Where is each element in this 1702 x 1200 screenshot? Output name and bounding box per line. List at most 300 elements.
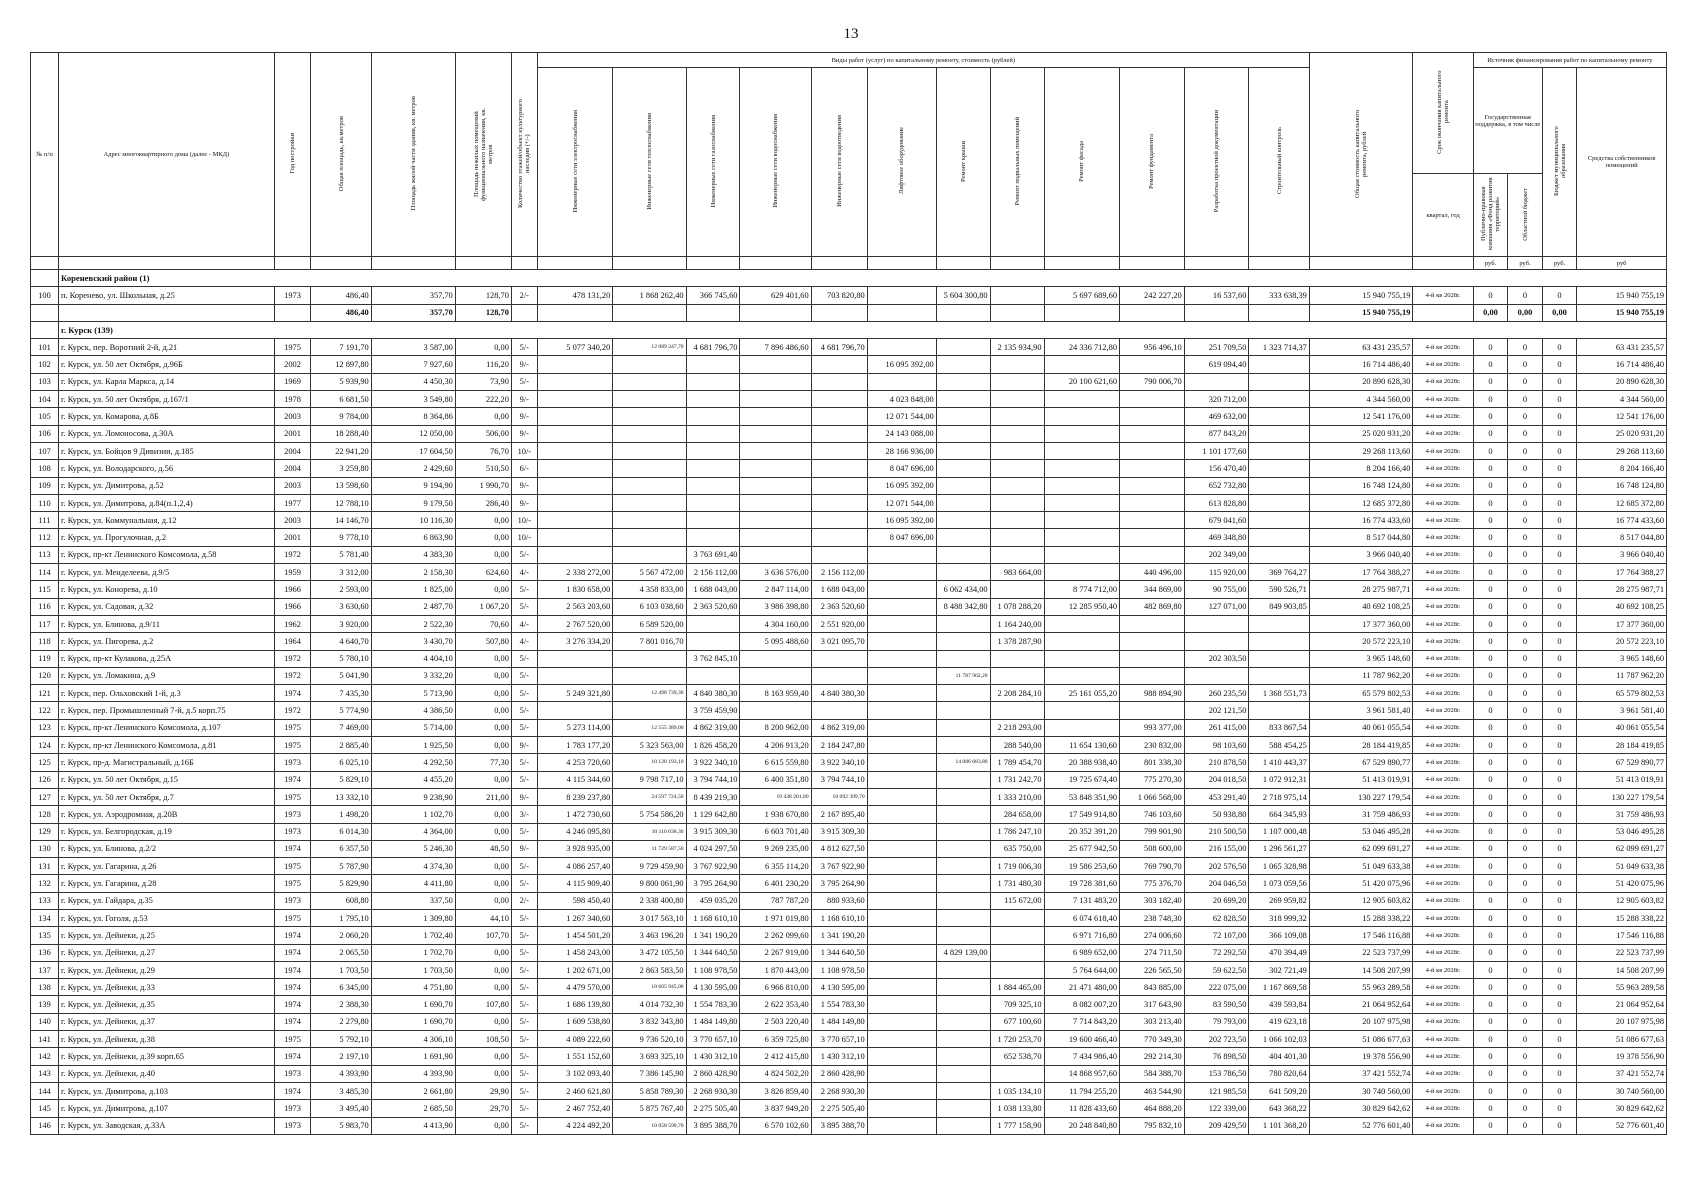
cell-f1: 0 [1473, 996, 1508, 1013]
cell-year: 1975 [274, 788, 311, 805]
cell-sewer: 1 344 640,50 [811, 944, 867, 961]
cell-own: 65 579 802,53 [1577, 685, 1667, 702]
cell-f3: 0 [1542, 633, 1577, 650]
cell-water [740, 650, 811, 667]
table-row [31, 719, 1667, 736]
cell-gas [686, 494, 740, 511]
cell-f2: 0 [1508, 287, 1543, 304]
cell-lift [867, 719, 936, 736]
cell-f3: 0 [1542, 477, 1577, 494]
cell-term: 4-й кв 2028г. [1413, 391, 1473, 408]
cell-total: 5 792,10 [311, 1031, 371, 1048]
cell-n: 141 [31, 1031, 59, 1048]
cell-f1: 0 [1473, 615, 1508, 632]
cell-water: 3 986 398,80 [740, 598, 811, 615]
cell-f2: 0 [1508, 1031, 1543, 1048]
cell-design: 127 071,00 [1184, 598, 1249, 615]
cell-design: 72 292,50 [1184, 944, 1249, 961]
cell-year: 1972 [274, 702, 311, 719]
cell-floors: 5/- [511, 927, 537, 944]
cell-total: 608,80 [311, 892, 371, 909]
cell-floors: 5/- [511, 996, 537, 1013]
cell-nonres: 286,40 [455, 494, 511, 511]
cell-water: 8 163 959,40 [740, 685, 811, 702]
cell-lift: 12 071 544,00 [867, 408, 936, 425]
cell-facade: 7 131 483,20 [1044, 892, 1119, 909]
cell-n: 112 [31, 529, 59, 546]
cell-own: 20 572 223,10 [1577, 633, 1667, 650]
cell-cost: 67 529 890,77 [1309, 754, 1413, 771]
cell-base: 1 038 133,80 [990, 1100, 1044, 1117]
cell-water: 6 615 559,80 [740, 754, 811, 771]
cell-base [990, 1065, 1044, 1082]
cell-el: 4 115 909,40 [537, 875, 612, 892]
col-deadline: Срок окончания капитального ремонта [1436, 70, 1451, 154]
w-water: Инженерные сети водоснабжения [772, 114, 780, 208]
cell-own: 16 774 433,60 [1577, 512, 1667, 529]
cell-f3: 0 [1542, 823, 1577, 840]
cell-total: 2 388,30 [311, 996, 371, 1013]
cell-addr: г. Курск, ул. Бойцов 9 Дивизии, д.185 [59, 442, 275, 459]
cell-year: 1974 [274, 771, 311, 788]
cell-floors: 10/- [511, 529, 537, 546]
cell-facade: 20 100 621,60 [1044, 373, 1119, 390]
cell-n: 111 [31, 512, 59, 529]
cell-lift [867, 927, 936, 944]
cell-roof [936, 1031, 990, 1048]
cell-lift: 28 166 936,00 [867, 442, 936, 459]
cell-f1: 0 [1473, 806, 1508, 823]
cell-found: 508 600,00 [1120, 840, 1185, 857]
cell-year: 1974 [274, 944, 311, 961]
cell-floors: 5/- [511, 667, 537, 684]
cell-facade [1044, 391, 1119, 408]
table-row [31, 546, 1667, 563]
cell-roof [936, 927, 990, 944]
cell-f3: 0 [1542, 685, 1577, 702]
cell-n: 136 [31, 944, 59, 961]
cell-gas: 4 681 796,70 [686, 339, 740, 356]
cell-floors: 10/- [511, 512, 537, 529]
subtotal-row [31, 304, 1667, 321]
cell-year: 1973 [274, 1117, 311, 1134]
table-row [31, 737, 1667, 754]
cell-nonres: 624,60 [455, 564, 511, 581]
cell-total: 1 498,20 [311, 806, 371, 823]
cell-roof [936, 1048, 990, 1065]
cell-addr: г. Курск, пер. Воротний 2-й, д.21 [59, 339, 275, 356]
cell-nonres: 0,00 [455, 892, 511, 909]
cell-f1: 0 [1473, 702, 1508, 719]
cell-found [1120, 546, 1185, 563]
cell-ctrl: 1 065 328,98 [1249, 858, 1309, 875]
s-municipal: Бюджет муниципального образования [1552, 126, 1567, 196]
cell-design: 62 828,50 [1184, 909, 1249, 926]
cell-living: 357,70 [371, 287, 455, 304]
cell-cost: 16 748 124,80 [1309, 477, 1413, 494]
cell-facade [1044, 702, 1119, 719]
cell-term: 4-й кв 2028г. [1413, 875, 1473, 892]
cell-total: 18 288,40 [311, 425, 371, 442]
cell-living: 4 292,50 [371, 754, 455, 771]
cell-addr: г. Курск, ул. Комарова, д.8Б [59, 408, 275, 425]
cell-heat: 12 089 247,70 [613, 339, 686, 356]
cell-f2: 0 [1508, 771, 1543, 788]
cell-el [537, 512, 612, 529]
cell-gas: 3 915 309,30 [686, 823, 740, 840]
cell-heat [613, 494, 686, 511]
cell-cost: 4 344 560,00 [1309, 391, 1413, 408]
cell-term: 4-й кв 2028г. [1413, 685, 1473, 702]
cell-ctrl [1249, 615, 1309, 632]
cell-heat: 4 014 732,30 [613, 996, 686, 1013]
cell-design: 76 898,50 [1184, 1048, 1249, 1065]
cell-roof [936, 564, 990, 581]
cell-gas: 1 129 642,80 [686, 806, 740, 823]
section-title: Кореневский район (1) [59, 270, 1667, 287]
cell-el: 1 472 730,60 [537, 806, 612, 823]
cell-base [990, 373, 1044, 390]
cell-sewer: 703 820,80 [811, 287, 867, 304]
cell-total: 5 939,90 [311, 373, 371, 390]
cell-found [1120, 460, 1185, 477]
cell-year: 1974 [274, 996, 311, 1013]
cell-facade: 20 248 840,80 [1044, 1117, 1119, 1134]
cell-heat: 10 665 945,00 [613, 979, 686, 996]
cell-base [990, 460, 1044, 477]
cell-design: 79 793,00 [1184, 1013, 1249, 1030]
cell-living: 9 238,90 [371, 788, 455, 805]
cell-own: 51 420 075,96 [1577, 875, 1667, 892]
cell-term: 4-й кв 2028г. [1413, 615, 1473, 632]
cell-addr: г. Курск, ул. Белгородская, д.19 [59, 823, 275, 840]
cell-sewer [811, 667, 867, 684]
cell-term: 4-й кв 2028г. [1413, 512, 1473, 529]
cell-term: 4-й кв 2028г. [1413, 979, 1473, 996]
table-row [31, 339, 1667, 356]
cell-sewer: 3 915 309,30 [811, 823, 867, 840]
cell-facade [1044, 615, 1119, 632]
cell-gas [686, 615, 740, 632]
cell-n: 113 [31, 546, 59, 563]
cell-living: 8 364,86 [371, 408, 455, 425]
cell-term: 4-й кв 2028г. [1413, 339, 1473, 356]
cell-el [537, 529, 612, 546]
cell-design: 153 786,50 [1184, 1065, 1249, 1082]
cell-n: 135 [31, 927, 59, 944]
cell-year: 1973 [274, 806, 311, 823]
cell-year: 1973 [274, 754, 311, 771]
cell-own: 29 268 113,60 [1577, 442, 1667, 459]
cell-lift [867, 564, 936, 581]
cell-design: 90 755,00 [1184, 581, 1249, 598]
w-control: Строительный контроль [1275, 127, 1283, 195]
cell-addr: г. Курск, ул. Дейнеки, д.35 [59, 996, 275, 1013]
cell-total: 486,40 [311, 287, 371, 304]
cell-heat [613, 650, 686, 667]
cell-living: 4 374,30 [371, 858, 455, 875]
cell-gas: 3 922 340,10 [686, 754, 740, 771]
cell-lift [867, 339, 936, 356]
w-roof: Ремонт крыши [959, 140, 967, 182]
cell-f1: 0 [1473, 546, 1508, 563]
cell-roof [936, 858, 990, 875]
cell-addr: г. Курск, ул. Ломоносова, д.30А [59, 425, 275, 442]
cell-cost: 12 905 603,82 [1309, 892, 1413, 909]
cell-lift: 8 047 696,00 [867, 460, 936, 477]
cell-facade [1044, 719, 1119, 736]
cell-nonres: 0,00 [455, 581, 511, 598]
col-nonres-area: Площадь нежилых помещений функционального назначения, кв. метров [472, 106, 494, 201]
table-row [31, 754, 1667, 771]
cell-cost: 25 020 931,20 [1309, 425, 1413, 442]
col-num: № п/п [31, 53, 59, 257]
cell-f1: 0 [1473, 667, 1508, 684]
cell-base: 1 719 006,30 [990, 858, 1044, 875]
cell-year: 2003 [274, 512, 311, 529]
cell-cost: 52 776 601,40 [1309, 1117, 1413, 1134]
cell-floors: 9/- [511, 391, 537, 408]
cell-f1: 0 [1473, 598, 1508, 615]
cell-nonres: 44,10 [455, 909, 511, 926]
cell-ctrl: 1 167 869,58 [1249, 979, 1309, 996]
cell-own: 3 961 581,40 [1577, 702, 1667, 719]
cell-n: 127 [31, 788, 59, 805]
cell-cost: 130 227 179,54 [1309, 788, 1413, 805]
subtotal-f3: 0,00 [1542, 304, 1577, 321]
cell-own: 31 759 486,93 [1577, 806, 1667, 823]
cell-cost: 11 787 962,20 [1309, 667, 1413, 684]
cell-term: 4-й кв 2028г. [1413, 927, 1473, 944]
cell-facade: 7 434 986,40 [1044, 1048, 1119, 1065]
cell-water: 6 355 114,20 [740, 858, 811, 875]
cell-found: 769 790,70 [1120, 858, 1185, 875]
cell-roof [936, 771, 990, 788]
cell-f1: 0 [1473, 909, 1508, 926]
cell-heat: 3 693 325,10 [613, 1048, 686, 1065]
cell-el [537, 667, 612, 684]
cell-f1: 0 [1473, 961, 1508, 978]
cell-cost: 63 431 235,57 [1309, 339, 1413, 356]
cell-lift [867, 875, 936, 892]
cell-floors: 5/- [511, 1065, 537, 1082]
cell-total: 12 788,10 [311, 494, 371, 511]
cell-year: 1972 [274, 667, 311, 684]
cell-found: 464 888,20 [1120, 1100, 1185, 1117]
cell-el [537, 373, 612, 390]
cell-floors: 5/- [511, 546, 537, 563]
cell-gas [686, 425, 740, 442]
cell-f1: 0 [1473, 494, 1508, 511]
cell-el: 8 239 237,80 [537, 788, 612, 805]
cell-cost: 21 064 952,64 [1309, 996, 1413, 1013]
cell-lift [867, 598, 936, 615]
cell-sewer: 3 895 388,70 [811, 1117, 867, 1134]
cell-gas: 1 688 043,00 [686, 581, 740, 598]
cell-water: 3 837 949,20 [740, 1100, 811, 1117]
cell-water: 1 971 019,80 [740, 909, 811, 926]
cell-base [990, 702, 1044, 719]
cell-base [990, 529, 1044, 546]
section-header [31, 270, 1667, 287]
cell-design: 202 349,00 [1184, 546, 1249, 563]
cell-addr: г. Курск, ул. Володарского, д.56 [59, 460, 275, 477]
cell-addr: г. Курск, ул. 50 лет Октября, д.15 [59, 771, 275, 788]
cell-term: 4-й кв 2028г. [1413, 892, 1473, 909]
cell-design: 652 732,80 [1184, 477, 1249, 494]
cell-f2: 0 [1508, 961, 1543, 978]
cell-f1: 0 [1473, 927, 1508, 944]
cell-heat [613, 408, 686, 425]
cell-found [1120, 356, 1185, 373]
w-foundation: Ремонт фундамента [1148, 133, 1156, 189]
cell-f1: 0 [1473, 650, 1508, 667]
cell-facade: 6 074 618,40 [1044, 909, 1119, 926]
cell-water: 9 269 235,00 [740, 840, 811, 857]
cell-el: 4 246 095,80 [537, 823, 612, 840]
cell-heat: 11 729 587,50 [613, 840, 686, 857]
cell-f2: 0 [1508, 788, 1543, 805]
cell-water: 1 938 670,80 [740, 806, 811, 823]
w-lift: Лифтовое оборудование [898, 127, 906, 195]
cell-f1: 0 [1473, 529, 1508, 546]
cell-roof: 5 604 300,80 [936, 287, 990, 304]
cell-own: 130 227 179,54 [1577, 788, 1667, 805]
cell-floors: 5/- [511, 719, 537, 736]
cell-facade: 19 600 466,40 [1044, 1031, 1119, 1048]
cell-gas: 4 840 380,30 [686, 685, 740, 702]
cell-living: 12 050,00 [371, 425, 455, 442]
cell-total: 7 435,30 [311, 685, 371, 702]
cell-nonres: 0,00 [455, 823, 511, 840]
cell-floors: 4/- [511, 615, 537, 632]
cell-year: 1973 [274, 287, 311, 304]
cell-lift [867, 1065, 936, 1082]
cell-ctrl [1249, 477, 1309, 494]
w-basement: Ремонт подвальных помещений [1013, 116, 1021, 206]
cell-sewer: 3 794 744,10 [811, 771, 867, 788]
cell-total: 6 014,30 [311, 823, 371, 840]
table-row [31, 373, 1667, 390]
cell-cost: 20 572 223,10 [1309, 633, 1413, 650]
cell-f2: 0 [1508, 823, 1543, 840]
cell-heat: 3 472 105,50 [613, 944, 686, 961]
cell-f3: 0 [1542, 1065, 1577, 1082]
cell-n: 137 [31, 961, 59, 978]
cell-heat: 2 338 400,80 [613, 892, 686, 909]
s-owners: Средства собственников помещений [1577, 68, 1667, 257]
cell-base: 1 786 247,10 [990, 823, 1044, 840]
cell-nonres: 76,70 [455, 442, 511, 459]
cell-heat: 12 498 739,30 [613, 685, 686, 702]
cell-water [740, 442, 811, 459]
cell-term: 4-й кв 2028г. [1413, 287, 1473, 304]
cell-addr: г. Курск, ул. Гагарина, д.26 [59, 858, 275, 875]
cell-total: 2 060,20 [311, 927, 371, 944]
cell-cost: 40 692 108,25 [1309, 598, 1413, 615]
cell-heat: 10 110 038,30 [613, 823, 686, 840]
cell-nonres: 0,00 [455, 512, 511, 529]
w-electric: Инженерные сети электроснабжения [571, 109, 579, 213]
cell-facade: 11 828 433,60 [1044, 1100, 1119, 1117]
cell-found: 292 214,30 [1120, 1048, 1185, 1065]
cell-found [1120, 425, 1185, 442]
cell-found: 795 832,10 [1120, 1117, 1185, 1134]
header-units-row [31, 257, 1667, 270]
cell-year: 1974 [274, 840, 311, 857]
cell-design: 251 709,50 [1184, 339, 1249, 356]
cell-living: 3 549,80 [371, 391, 455, 408]
cell-water: 1 870 443,00 [740, 961, 811, 978]
cell-f3: 0 [1542, 650, 1577, 667]
cell-term: 4-й кв 2028г. [1413, 961, 1473, 978]
cell-roof [936, 719, 990, 736]
cell-ctrl: 1 296 561,27 [1249, 840, 1309, 857]
table-row [31, 944, 1667, 961]
cell-floors: 5/- [511, 702, 537, 719]
cell-water: 787 787,20 [740, 892, 811, 909]
cell-roof [936, 702, 990, 719]
cell-design: 210 878,50 [1184, 754, 1249, 771]
cell-gas [686, 477, 740, 494]
cell-nonres: 107,70 [455, 927, 511, 944]
cell-found: 584 388,70 [1120, 1065, 1185, 1082]
cell-ctrl [1249, 356, 1309, 373]
cell-gas [686, 633, 740, 650]
cell-year: 1975 [274, 737, 311, 754]
cell-floors: 5/- [511, 858, 537, 875]
cell-f2: 0 [1508, 927, 1543, 944]
cell-lift [867, 1031, 936, 1048]
cell-cost: 51 420 075,96 [1309, 875, 1413, 892]
cell-f1: 0 [1473, 858, 1508, 875]
cell-f2: 0 [1508, 650, 1543, 667]
cell-facade [1044, 529, 1119, 546]
cell-term: 4-й кв 2028г. [1413, 598, 1473, 615]
cell-sewer [811, 477, 867, 494]
cell-el: 3 102 093,40 [537, 1065, 612, 1082]
cell-found: 226 565,50 [1120, 961, 1185, 978]
w-heat: Инженерные сети теплоснабжения [645, 112, 653, 210]
cell-term: 4-й кв 2028г. [1413, 754, 1473, 771]
cell-f2: 0 [1508, 892, 1543, 909]
cell-ctrl: 302 721,49 [1249, 961, 1309, 978]
w-sewer: Инженерные сети водоотведения [835, 115, 843, 207]
deadline-unit: квартал, год [1413, 174, 1473, 257]
cell-own: 51 413 019,91 [1577, 771, 1667, 788]
cell-term: 4-й кв 2028г. [1413, 1082, 1473, 1099]
cell-addr: г. Курск, ул. Дейнеки, д.39 корп.65 [59, 1048, 275, 1065]
cell-water: 6 966 810,00 [740, 979, 811, 996]
cell-heat [613, 702, 686, 719]
cell-year: 1977 [274, 494, 311, 511]
cell-f1: 0 [1473, 442, 1508, 459]
cell-living: 7 927,60 [371, 356, 455, 373]
cell-addr: г. Курск, ул. Садовая, д.32 [59, 598, 275, 615]
cell-gas [686, 373, 740, 390]
cell-roof [936, 546, 990, 563]
cell-floors: 5/- [511, 979, 537, 996]
cell-design: 216 155,00 [1184, 840, 1249, 857]
cell-heat: 6 589 520,00 [613, 615, 686, 632]
cell-facade [1044, 356, 1119, 373]
cell-floors: 5/- [511, 581, 537, 598]
cell-f3: 0 [1542, 875, 1577, 892]
cell-ctrl: 333 638,39 [1249, 287, 1309, 304]
cell-roof [936, 892, 990, 909]
subtotal-nonres: 128,70 [455, 304, 511, 321]
cell-n: 146 [31, 1117, 59, 1134]
